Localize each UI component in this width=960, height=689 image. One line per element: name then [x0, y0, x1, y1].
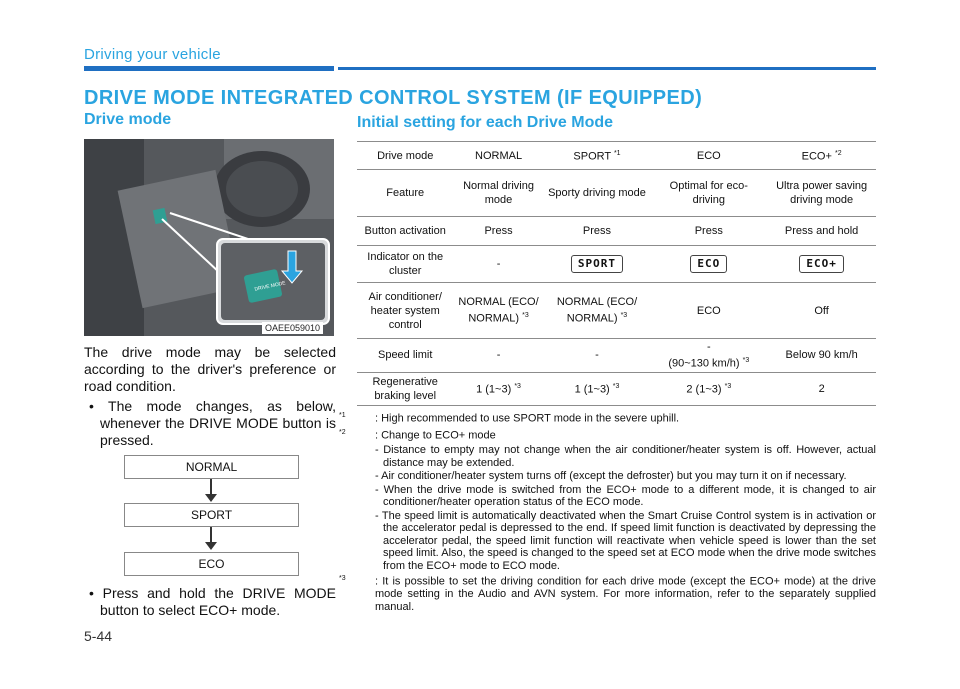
- bullet-eco-plus: • Press and hold the DRIVE MODE button to select ECO+ mode.: [89, 585, 336, 618]
- table-cell: ECO+ $^{*2}$: [767, 142, 876, 170]
- table-row-header: [357, 142, 876, 170]
- bullet-mode-change: • The mode changes, as below, whenever the DRIVE MODE button is pressed.: [89, 398, 336, 448]
- flow-sport-box: SPORT: [124, 503, 299, 527]
- table-cell: - (90~130 km/h) $^{*3}$: [650, 339, 767, 373]
- footnote-3: $^{*3}$ : It is possible to set the driving condition for each drive mode (except the ECO+ mode) at the drive mode setting in the Audio and AVN system. For more information, refer to the separately supplied manual.: [339, 575, 876, 613]
- intro-paragraph: The drive mode may be selected according to the driver's preference or road condition.: [84, 344, 336, 394]
- table-cell: Sporty driving mode: [544, 170, 651, 217]
- bullet-mode-change-text: The mode changes, as below, whenever the DRIVE MODE button is pressed.: [100, 398, 336, 448]
- table-cell: NORMAL (ECO/ NORMAL) $^{*3}$: [544, 283, 651, 339]
- eco-plus-indicator: ECO+: [799, 255, 844, 273]
- footnote-2-item-3: - When the drive mode is switched from the ECO+ mode to a different mode, it is changed to air conditioner/heater operation status of the ECO mode.: [375, 483, 876, 509]
- table-cell: 1 (1~3) $^{*3}$: [453, 372, 543, 405]
- sport-indicator: SPORT: [571, 255, 623, 273]
- table-cell: Ultra power saving driving mode: [767, 170, 876, 217]
- footnotes: [339, 410, 876, 615]
- table-cell: 2: [767, 372, 876, 405]
- page-number: 5-44: [84, 628, 113, 644]
- flow-arrowhead-2: [205, 542, 217, 550]
- drive-mode-subtitle: Drive mode: [84, 111, 172, 128]
- footnote-2: $^{*2}$ : Change to ECO+ mode: [339, 429, 496, 442]
- table-cell: Speed limit: [357, 339, 453, 373]
- table-cell: Press and hold: [767, 217, 876, 246]
- table-row-feature: [357, 170, 876, 217]
- footnote-2-item-2: - Air conditioner/heater system turns off (except the defroster) but you may turn it on if necessary.: [375, 470, 847, 483]
- drive-mode-button-label: DRIVE MODE: [253, 280, 287, 293]
- flow-eco-box: ECO: [124, 552, 299, 576]
- table-cell: Indicator on the cluster: [357, 246, 453, 283]
- table-cell: Below 90 km/h: [767, 339, 876, 373]
- drive-mode-table: [357, 141, 876, 406]
- header-bar-right: [338, 67, 876, 70]
- table-cell: ECO: [650, 283, 767, 339]
- table-cell: [544, 246, 651, 283]
- table-cell: Normal driving mode: [453, 170, 543, 217]
- bullet-eco-plus-text: Press and hold the DRIVE MODE button to select ECO+ mode.: [100, 585, 336, 618]
- table-cell: NORMAL: [453, 142, 543, 170]
- eco-indicator: ECO: [690, 255, 727, 273]
- flow-arrowhead-1: [205, 494, 217, 502]
- header-bar-left: [84, 66, 334, 71]
- table-cell: SPORT $^{*1}$: [544, 142, 651, 170]
- flow-normal-box: NORMAL: [124, 455, 299, 479]
- flow-arrow-1: [210, 479, 212, 495]
- flow-arrow-2: [210, 527, 212, 543]
- table-cell: Off: [767, 283, 876, 339]
- table-cell: NORMAL (ECO/ NORMAL) $^{*3}$: [453, 283, 543, 339]
- drive-mode-photo: [84, 139, 334, 336]
- console-illustration: [84, 139, 334, 336]
- footnote-1: $^{*1}$ : High recommended to use SPORT mode in the severe uphill.: [339, 412, 680, 425]
- table-cell: Optimal for eco- driving: [650, 170, 767, 217]
- table-row-speed: [357, 339, 876, 373]
- table-cell: Button activation: [357, 217, 453, 246]
- photo-code: OAEE059010: [262, 322, 323, 334]
- table-cell: Feature: [357, 170, 453, 217]
- table-cell: [650, 246, 767, 283]
- table-cell: -: [544, 339, 651, 373]
- table-cell: Press: [544, 217, 651, 246]
- footnote-2-item-4: - The speed limit is automatically deactivated when the Smart Cruise Control system is in activation or the accelerator pedal is depressed to the end. If speed limit function is deactivated by depressing the accelerator pedal, the speed limit function will reactivate when vehicle speed is lower than the set speed limit. Also, the speed is changed to the speed set at ECO mode when the drive mode switches from the ECO+ mode to ECO mode.: [375, 509, 876, 572]
- table-cell: [767, 246, 876, 283]
- page-title: DRIVE MODE INTEGRATED CONTROL SYSTEM (IF EQUIPPED): [84, 87, 703, 109]
- table-cell: -: [453, 246, 543, 283]
- table-cell: Air conditioner/ heater system control: [357, 283, 453, 339]
- table-cell: Press: [650, 217, 767, 246]
- table-cell: 1 (1~3) $^{*3}$: [544, 372, 651, 405]
- table-cell: 2 (1~3) $^{*3}$: [650, 372, 767, 405]
- initial-setting-subtitle: Initial setting for each Drive Mode: [357, 114, 614, 131]
- table-row-aircon: [357, 283, 876, 339]
- section-header: Driving your vehicle: [84, 46, 221, 63]
- table-cell: -: [453, 339, 543, 373]
- table-cell: Regenerative braking level: [357, 372, 453, 405]
- table-row-regen: [357, 372, 876, 405]
- table-cell: Press: [453, 217, 543, 246]
- table-cell: ECO: [650, 142, 767, 170]
- footnote-2-item-1: - Distance to empty may not change when the air conditioner/heater system is off. However, actual distance may be extended.: [375, 444, 876, 469]
- table-row-indicator: [357, 246, 876, 283]
- table-row-button: [357, 217, 876, 246]
- table-cell: Drive mode: [357, 142, 453, 170]
